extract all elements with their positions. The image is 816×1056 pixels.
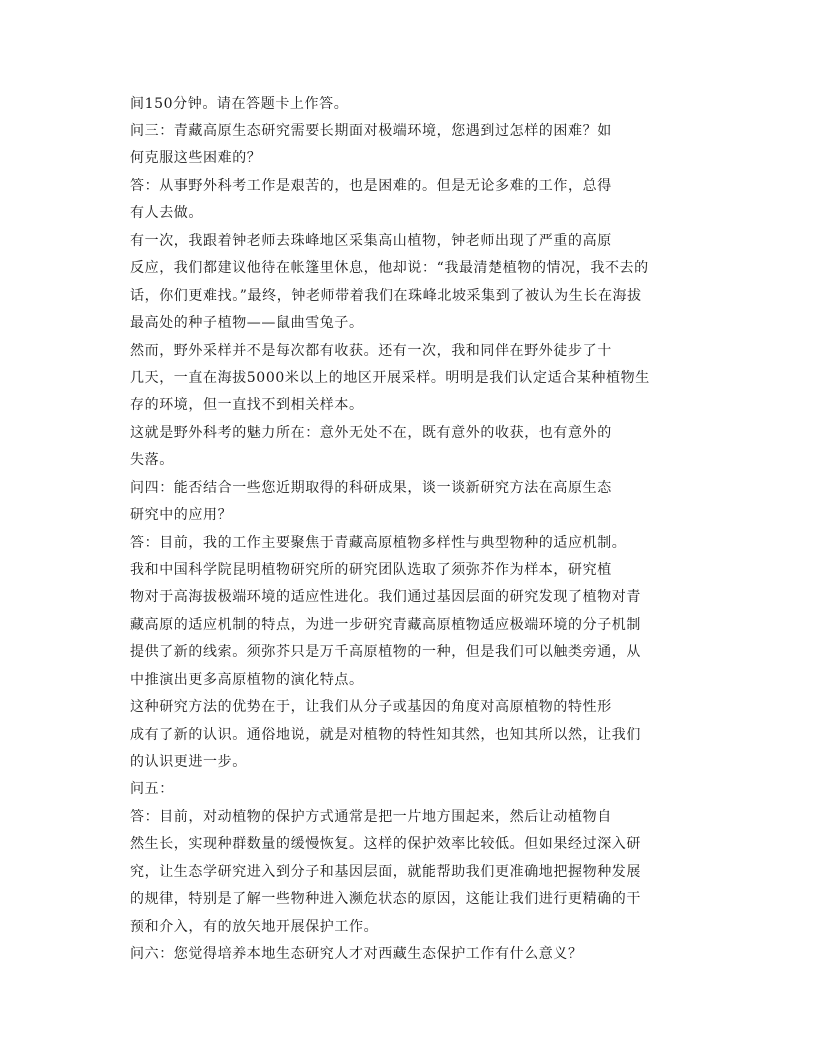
question-six-line: 问六：您觉得培养本地生态研究人才对西藏生态保护工作有什么意义？ [130, 946, 583, 962]
answer-line: 答：目前，对动植物的保护方式通常是把一片地方围起来，然后让动植物自 [130, 809, 612, 825]
text-line: 提供了新的线索。须弥芥只是万千高原植物的一种，但是我们可以触类旁通，从 [130, 644, 641, 660]
text-line: 然生长，实现种群数量的缓慢恢复。这样的保护效率比较低。但如果经过深入研 [130, 836, 641, 852]
text-line: 物对于高海拔极端环境的适应性进化。我们通过基因层面的研究发现了植物对青 [130, 589, 641, 605]
text-line: 间150分钟。请在答题卡上作答。 [130, 96, 349, 112]
question-four-line: 问四：能否结合一些您近期取得的科研成果，谈一谈新研究方法在高原生态 [130, 480, 612, 496]
text-line: 的认识更进一步。 [130, 754, 247, 770]
question-three-line: 问三：青藏高原生态研究需要长期面对极端环境，您遇到过怎样的困难？如 [130, 123, 612, 139]
text-line: 话，你们更难找。”最终，钟老师带着我们在珠峰北坡采集到了被认为生长在海拔 [130, 288, 642, 304]
text-line: 我和中国科学院昆明植物研究所的研究团队选取了须弥芥作为样本，研究植 [130, 562, 612, 578]
text-line: 失落。 [130, 452, 174, 468]
text-line: 这就是野外科考的魅力所在：意外无处不在，既有意外的收获，也有意外的 [130, 425, 612, 441]
text-line: 几天，一直在海拔5000米以上的地区开展采样。明明是我们认定适合某种植物生 [130, 370, 650, 386]
text-line: 预和介入，有的放矢地开展保护工作。 [130, 919, 379, 935]
text-line: 最高处的种子植物——鼠曲雪兔子。 [130, 315, 364, 331]
answer-line: 答：从事野外科考工作是艰苦的，也是困难的。但是无论多难的工作，总得 [130, 178, 612, 194]
text-line: 藏高原的适应机制的特点，为进一步研究青藏高原植物适应极端环境的分子机制 [130, 617, 641, 633]
text-line: 的规律，特别是了解一些物种进入濒危状态的原因，这能让我们进行更精确的干 [130, 891, 641, 907]
text-line: 存的环境，但一直找不到相关样本。 [130, 397, 364, 413]
text-line: 这种研究方法的优势在于，让我们从分子或基因的角度对高原植物的特性形 [130, 699, 612, 715]
question-five-line: 问五： [130, 781, 174, 797]
text-line: 中推演出更多高原植物的演化特点。 [130, 672, 364, 688]
text-line: 有一次，我跟着钟老师去珠峰地区采集高山植物，钟老师出现了严重的高原 [130, 233, 612, 249]
text-line: 反应，我们都建议他待在帐篷里休息，他却说：“我最清楚植物的情况，我不去的 [130, 260, 649, 276]
text-line: 何克服这些困难的？ [130, 150, 262, 166]
text-line: 成有了新的认识。通俗地说，就是对植物的特性知其然，也知其所以然，让我们 [130, 727, 641, 743]
text-line: 研究中的应用？ [130, 507, 233, 523]
text-line: 究，让生态学研究进入到分子和基因层面，就能帮助我们更准确地把握物种发展 [130, 864, 641, 880]
text-line: 有人去做。 [130, 205, 203, 221]
text-line: 然而，野外采样并不是每次都有收获。还有一次，我和同伴在野外徒步了十 [130, 343, 612, 359]
answer-line: 答：目前，我的工作主要聚焦于青藏高原植物多样性与典型物种的适应机制。 [130, 535, 627, 551]
